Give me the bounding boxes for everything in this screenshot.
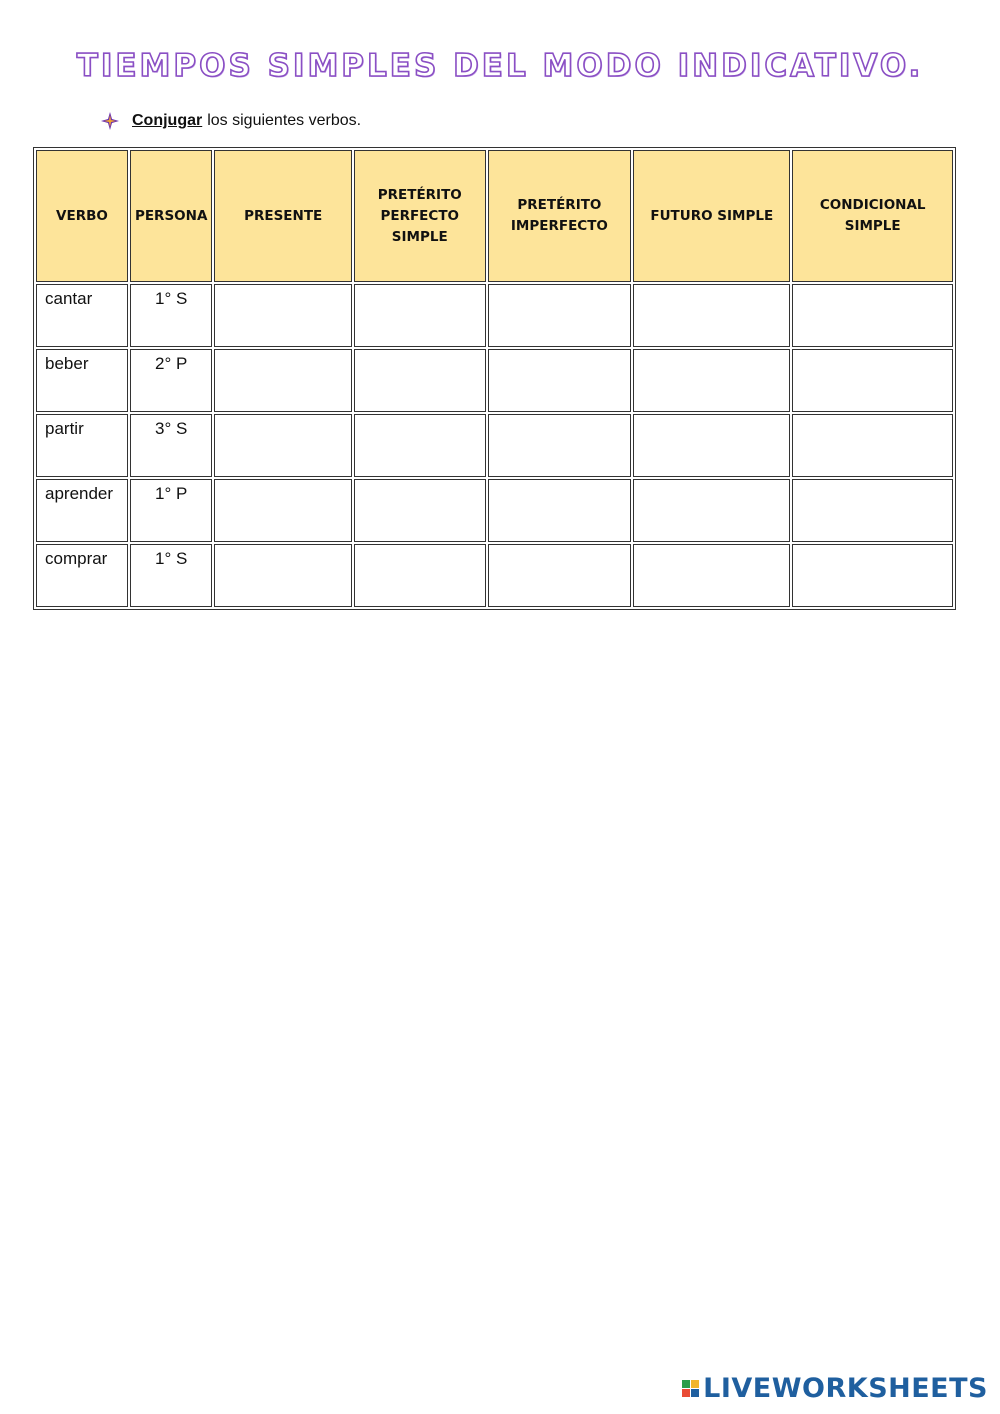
persona-cell: 2° P — [130, 349, 212, 412]
table-row — [36, 284, 953, 347]
persona-cell: 3° S — [130, 414, 212, 477]
persona-cell: 1° S — [130, 284, 212, 347]
persona-cell: 1° S — [130, 544, 212, 607]
header-preterito-perfecto-simple: PRETÉRITO PERFECTO SIMPLE — [354, 150, 486, 282]
answer-cell-preterito-imperfecto[interactable] — [488, 284, 632, 347]
header-condicional-simple: CONDICIONAL SIMPLE — [792, 150, 953, 282]
header-persona: PERSONA — [130, 150, 212, 282]
four-point-star-bullet-icon — [100, 111, 120, 131]
answer-cell-condicional[interactable] — [792, 349, 953, 412]
table-row — [36, 544, 953, 607]
answer-cell-futuro[interactable] — [633, 544, 790, 607]
verb-cell: comprar — [36, 544, 128, 607]
answer-cell-preterito-imperfecto[interactable] — [488, 479, 632, 542]
worksheet-title: TIEMPOS SIMPLES DEL MODO INDICATIVO. — [76, 48, 924, 84]
conjugation-table — [33, 147, 956, 610]
answer-cell-preterito-perfecto[interactable] — [354, 349, 486, 412]
answer-cell-preterito-imperfecto[interactable] — [488, 349, 632, 412]
verb-cell: beber — [36, 349, 128, 412]
answer-cell-preterito-imperfecto[interactable] — [488, 414, 632, 477]
verb-cell: aprender — [36, 479, 128, 542]
answer-cell-preterito-perfecto[interactable] — [354, 479, 486, 542]
logo-text: LIVEWORKSHEETS — [703, 1373, 988, 1404]
answer-cell-futuro[interactable] — [633, 414, 790, 477]
answer-cell-presente[interactable] — [214, 284, 352, 347]
answer-cell-condicional[interactable] — [792, 544, 953, 607]
instruction-verb: Conjugar — [132, 112, 203, 129]
header-presente: PRESENTE — [214, 150, 352, 282]
answer-cell-preterito-perfecto[interactable] — [354, 284, 486, 347]
persona-cell: 1° P — [130, 479, 212, 542]
answer-cell-presente[interactable] — [214, 349, 352, 412]
answer-cell-preterito-perfecto[interactable] — [354, 544, 486, 607]
answer-cell-presente[interactable] — [214, 414, 352, 477]
liveworksheets-logo-icon — [682, 1380, 699, 1397]
answer-cell-condicional[interactable] — [792, 284, 953, 347]
answer-cell-preterito-perfecto[interactable] — [354, 414, 486, 477]
answer-cell-condicional[interactable] — [792, 414, 953, 477]
answer-cell-preterito-imperfecto[interactable] — [488, 544, 632, 607]
table-row — [36, 479, 953, 542]
answer-cell-presente[interactable] — [214, 479, 352, 542]
instruction-line — [100, 111, 361, 131]
verb-cell: partir — [36, 414, 128, 477]
answer-cell-presente[interactable] — [214, 544, 352, 607]
header-verbo: VERBO — [36, 150, 128, 282]
table-row — [36, 414, 953, 477]
answer-cell-futuro[interactable] — [633, 349, 790, 412]
verb-cell: cantar — [36, 284, 128, 347]
answer-cell-futuro[interactable] — [633, 284, 790, 347]
table-header-row — [36, 150, 953, 282]
answer-cell-futuro[interactable] — [633, 479, 790, 542]
header-preterito-imperfecto: PRETÉRITO IMPERFECTO — [488, 150, 632, 282]
answer-cell-condicional[interactable] — [792, 479, 953, 542]
instruction-text: los siguientes verbos. — [207, 112, 362, 129]
liveworksheets-logo — [682, 1373, 988, 1404]
header-futuro-simple: FUTURO SIMPLE — [633, 150, 790, 282]
table-row — [36, 349, 953, 412]
